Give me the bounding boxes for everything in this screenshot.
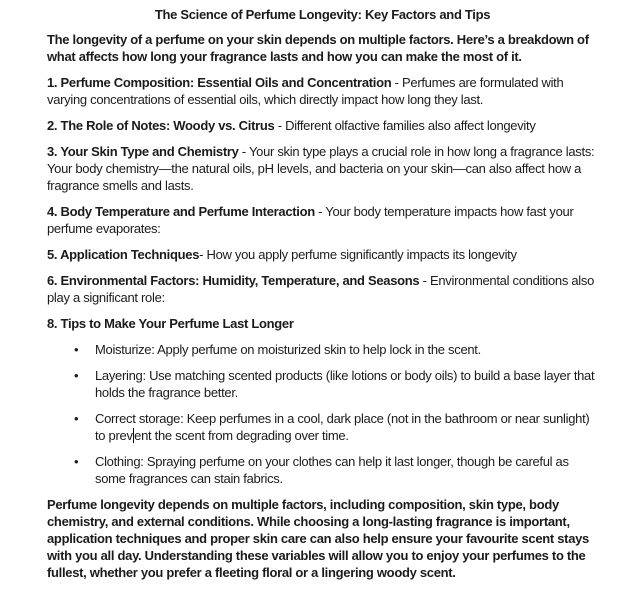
conclusion-paragraph: Perfume longevity depends on multiple factors, including composition, skin type, body chemistry, and external conditions. While choosing a long-lasting fragrance is important, application techniques and proper skin care can also help ensure your favourite scent stays with you all day. Understanding these variables will allow you to enjoy your perfumes to the fullest, whether you prefer a fleeting floral or a lingering woody scent. <box>47 497 589 580</box>
section-5-paragraph <box>47 246 598 263</box>
section-6-separator: - <box>419 273 430 288</box>
bullet-text: Moisturize: Apply perfume on moisturized skin to help lock in the scent. <box>95 342 481 357</box>
section-2-separator: - <box>274 118 286 133</box>
section-5-heading: 5. Application Techniques <box>47 247 200 262</box>
section-4-heading: 4. Body Temperature and Perfume Interaction <box>47 204 315 219</box>
section-1-body-text: Perfumes are formulated with varying concentrations of essential oils, which directly impact how long they last. <box>47 75 564 107</box>
list-item-layering <box>47 367 598 401</box>
section-2-heading: 2. The Role of Notes: Woody vs. Citrus <box>47 118 275 133</box>
tips-list <box>47 341 598 487</box>
list-item-correct-storage <box>47 410 598 444</box>
section-1-separator: - <box>391 75 403 90</box>
section-4-paragraph <box>47 203 598 237</box>
bullet-text: Clothing: Spraying perfume on your clothes can help it last longer, though be careful as some fragrances can stain fabrics. <box>95 454 569 486</box>
section-2-paragraph <box>47 117 598 134</box>
section-3-separator: - <box>238 144 249 159</box>
section-3-body-text: Your skin type plays a crucial role in how long a fragrance lasts: Your body chemistry—the natural oils, pH levels, and bacteria on your skin—can also affect how a fragrance smells and lasts. <box>47 144 595 193</box>
section-5-body-text: How you apply perfume significantly impacts its longevity <box>206 247 517 262</box>
list-item-clothing <box>47 453 598 487</box>
document-title: The Science of Perfume Longevity: Key Factors and Tips <box>154 7 491 22</box>
tips-heading: 8. Tips to Make Your Perfume Last Longer <box>47 316 294 331</box>
section-6-paragraph <box>47 272 598 306</box>
section-4-body-text: Your body temperature impacts how fast your perfume evaporates: <box>47 204 574 236</box>
section-1-heading: 1. Perfume Composition: Essential Oils and Concentration <box>47 75 392 90</box>
intro-paragraph: The longevity of a perfume on your skin depends on multiple factors. Here’s a breakdown of what affects how long your fragrance lasts and how you can make the most of it. <box>47 32 589 64</box>
section-5-separator: - <box>199 247 207 262</box>
bullet-text-after-cursor: ent the scent from degrading over time. <box>134 428 349 443</box>
section-2-body-text: Different olfactive families also affect longevity <box>285 118 536 133</box>
section-4-separator: - <box>314 204 326 219</box>
bullet-text: Layering: Use matching scented products (like lotions or body oils) to build a base layer that holds the fragrance better. <box>95 368 595 400</box>
bullet-text-before-cursor: Correct storage: Keep perfumes in a cool, dark place (not in the bathroom or near sunlight) to prev <box>95 411 590 443</box>
section-1-paragraph <box>47 74 598 108</box>
section-3-paragraph <box>47 143 598 194</box>
section-6-heading: 6. Environmental Factors: Humidity, Temperature, and Seasons <box>47 273 420 288</box>
list-item-moisturize <box>47 341 598 358</box>
section-6-body-text: Environmental conditions also play a significant role: <box>47 273 595 305</box>
section-3-heading: 3. Your Skin Type and Chemistry <box>47 144 239 159</box>
